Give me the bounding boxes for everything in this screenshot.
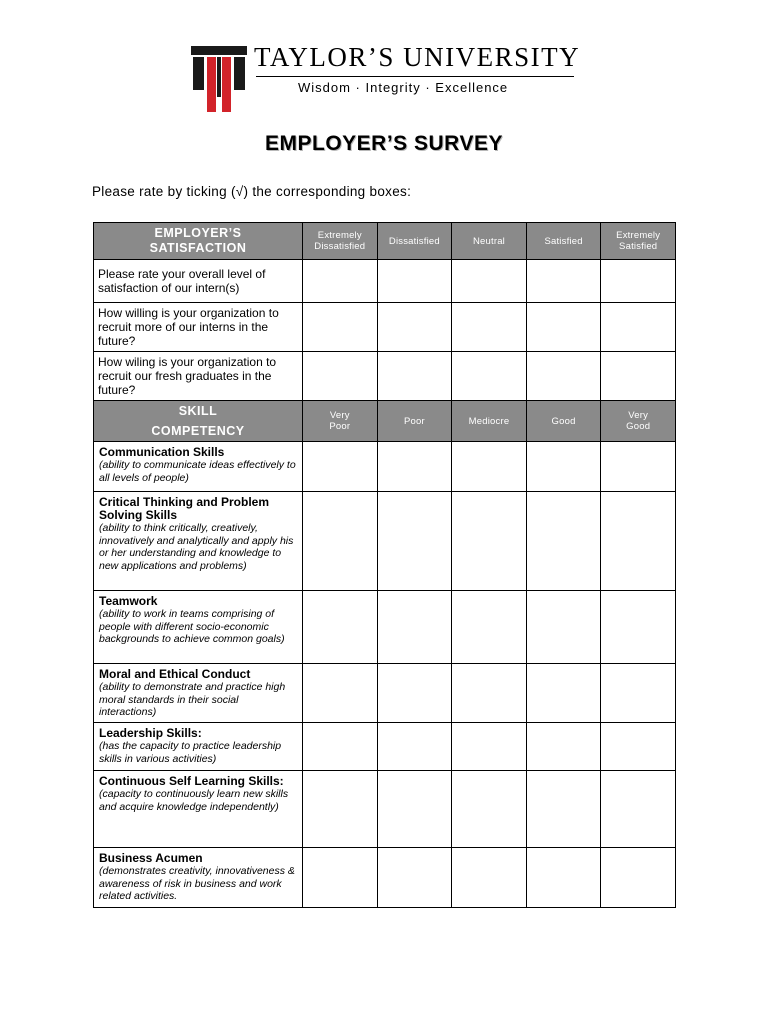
satisfaction-heading: EMPLOYER’S SATISFACTION	[94, 223, 303, 260]
rating-box[interactable]	[452, 492, 527, 591]
rating-box[interactable]	[303, 771, 378, 848]
page-title: EMPLOYER’S SURVEY	[264, 132, 503, 155]
rating-box[interactable]	[303, 591, 378, 664]
rating-box[interactable]	[526, 352, 601, 401]
rating-box[interactable]	[601, 352, 676, 401]
skill-cell	[94, 492, 303, 591]
rating-box[interactable]	[377, 723, 452, 771]
skill-cell	[94, 664, 303, 723]
skill-name: Continuous Self Learning Skills:	[99, 774, 284, 788]
rating-box[interactable]	[526, 492, 601, 591]
rating-box[interactable]	[526, 260, 601, 303]
skill-description: (has the capacity to practice leadership skills in various activities)	[99, 740, 282, 765]
rating-header-mediocre: Mediocre	[452, 401, 527, 442]
rating-box[interactable]	[601, 664, 676, 723]
rating-box[interactable]	[377, 848, 452, 908]
university-logo	[190, 38, 585, 114]
rating-box[interactable]	[526, 442, 601, 492]
rating-header-very-poor: Very Poor	[303, 401, 378, 442]
rating-box[interactable]	[452, 771, 527, 848]
university-motto: Wisdom · Integrity · Excellence	[298, 80, 509, 95]
rating-box[interactable]	[526, 591, 601, 664]
skill-cell	[94, 442, 303, 492]
rating-box[interactable]	[377, 664, 452, 723]
rating-box[interactable]	[526, 664, 601, 723]
rating-box[interactable]	[526, 848, 601, 908]
rating-header-extremely-satisfied: Extremely Satisfied	[601, 223, 676, 260]
rating-box[interactable]	[452, 591, 527, 664]
university-name: TAYLOR’S UNIVERSITY	[254, 42, 581, 72]
rating-header-poor: Poor	[377, 401, 452, 442]
rating-box[interactable]	[377, 591, 452, 664]
rating-box[interactable]	[601, 723, 676, 771]
rating-box[interactable]	[452, 442, 527, 492]
rating-box[interactable]	[377, 771, 452, 848]
rating-box[interactable]	[377, 352, 452, 401]
rating-box[interactable]	[601, 492, 676, 591]
rating-header-extremely-dissatisfied: Extremely Dissatisfied	[303, 223, 378, 260]
rating-box[interactable]	[303, 442, 378, 492]
satisfaction-header-row	[94, 223, 676, 260]
skill-description: (ability to work in teams comprising of people with different socio-economic backgrounds to achieve common goals)	[99, 608, 285, 645]
rating-box[interactable]	[452, 303, 527, 352]
skill-row	[94, 442, 676, 492]
rating-box[interactable]	[526, 723, 601, 771]
skill-name: Business Acumen	[99, 851, 203, 865]
skill-row	[94, 723, 676, 771]
skill-header-row	[94, 401, 676, 442]
skill-cell	[94, 848, 303, 908]
survey-table	[93, 222, 676, 908]
skill-name: Critical Thinking and Problem Solving Skills	[99, 495, 270, 522]
rating-box[interactable]	[452, 260, 527, 303]
rating-box[interactable]	[452, 664, 527, 723]
skill-row	[94, 771, 676, 848]
rating-box[interactable]	[303, 723, 378, 771]
rating-box[interactable]	[601, 303, 676, 352]
rating-box[interactable]	[377, 303, 452, 352]
rating-box[interactable]	[303, 303, 378, 352]
skill-row	[94, 492, 676, 591]
instruction-text: Please rate by ticking (√) the corresponding boxes:	[92, 184, 412, 199]
rating-box[interactable]	[303, 352, 378, 401]
rating-box[interactable]	[377, 442, 452, 492]
question-text: Please rate your overall level of satisfaction of our intern(s)	[94, 260, 303, 303]
question-row	[94, 260, 676, 303]
rating-header-dissatisfied: Dissatisfied	[377, 223, 452, 260]
rating-box[interactable]	[452, 848, 527, 908]
rating-box[interactable]	[377, 492, 452, 591]
question-row	[94, 352, 676, 401]
question-row	[94, 303, 676, 352]
rating-box[interactable]	[452, 352, 527, 401]
skill-row	[94, 664, 676, 723]
rating-box[interactable]	[601, 591, 676, 664]
skill-description: (ability to communicate ideas effectively to all levels of people)	[99, 459, 296, 484]
rating-header-good: Good	[526, 401, 601, 442]
question-text: How wiling is your organization to recruit our fresh graduates in the future?	[94, 352, 303, 401]
skill-name: Communication Skills	[99, 445, 225, 459]
question-text: How willing is your organization to recruit more of our interns in the future?	[94, 303, 303, 352]
skill-cell	[94, 591, 303, 664]
skill-row	[94, 591, 676, 664]
rating-box[interactable]	[526, 303, 601, 352]
skill-description: (demonstrates creativity, innovativeness & awareness of risk in business and work related activities.	[99, 865, 295, 902]
rating-header-neutral: Neutral	[452, 223, 527, 260]
skill-description: (capacity to continuously learn new skills and acquire knowledge independently)	[99, 788, 289, 813]
skill-row	[94, 848, 676, 908]
skill-name: Leadership Skills:	[99, 726, 202, 740]
rating-box[interactable]	[601, 771, 676, 848]
rating-box[interactable]	[526, 771, 601, 848]
rating-box[interactable]	[303, 492, 378, 591]
skill-heading: SKILL COMPETENCY	[94, 401, 303, 442]
rating-box[interactable]	[601, 260, 676, 303]
rating-box[interactable]	[303, 664, 378, 723]
logo-divider	[256, 76, 574, 77]
skill-cell	[94, 771, 303, 848]
skill-description: (ability to demonstrate and practice high moral standards in their social interactions)	[99, 681, 286, 718]
rating-header-very-good: Very Good	[601, 401, 676, 442]
skill-description: (ability to think critically, creatively, innovatively and analytically and apply his or her understanding and knowledge to new applications and problems)	[99, 522, 294, 572]
taylors-crest-icon	[190, 46, 248, 112]
rating-box[interactable]	[601, 848, 676, 908]
rating-box[interactable]	[303, 848, 378, 908]
rating-box[interactable]	[303, 260, 378, 303]
skill-name: Teamwork	[99, 594, 158, 608]
skill-cell	[94, 723, 303, 771]
rating-box[interactable]	[601, 442, 676, 492]
rating-header-satisfied: Satisfied	[526, 223, 601, 260]
rating-box[interactable]	[377, 260, 452, 303]
skill-name: Moral and Ethical Conduct	[99, 667, 251, 681]
rating-box[interactable]	[452, 723, 527, 771]
